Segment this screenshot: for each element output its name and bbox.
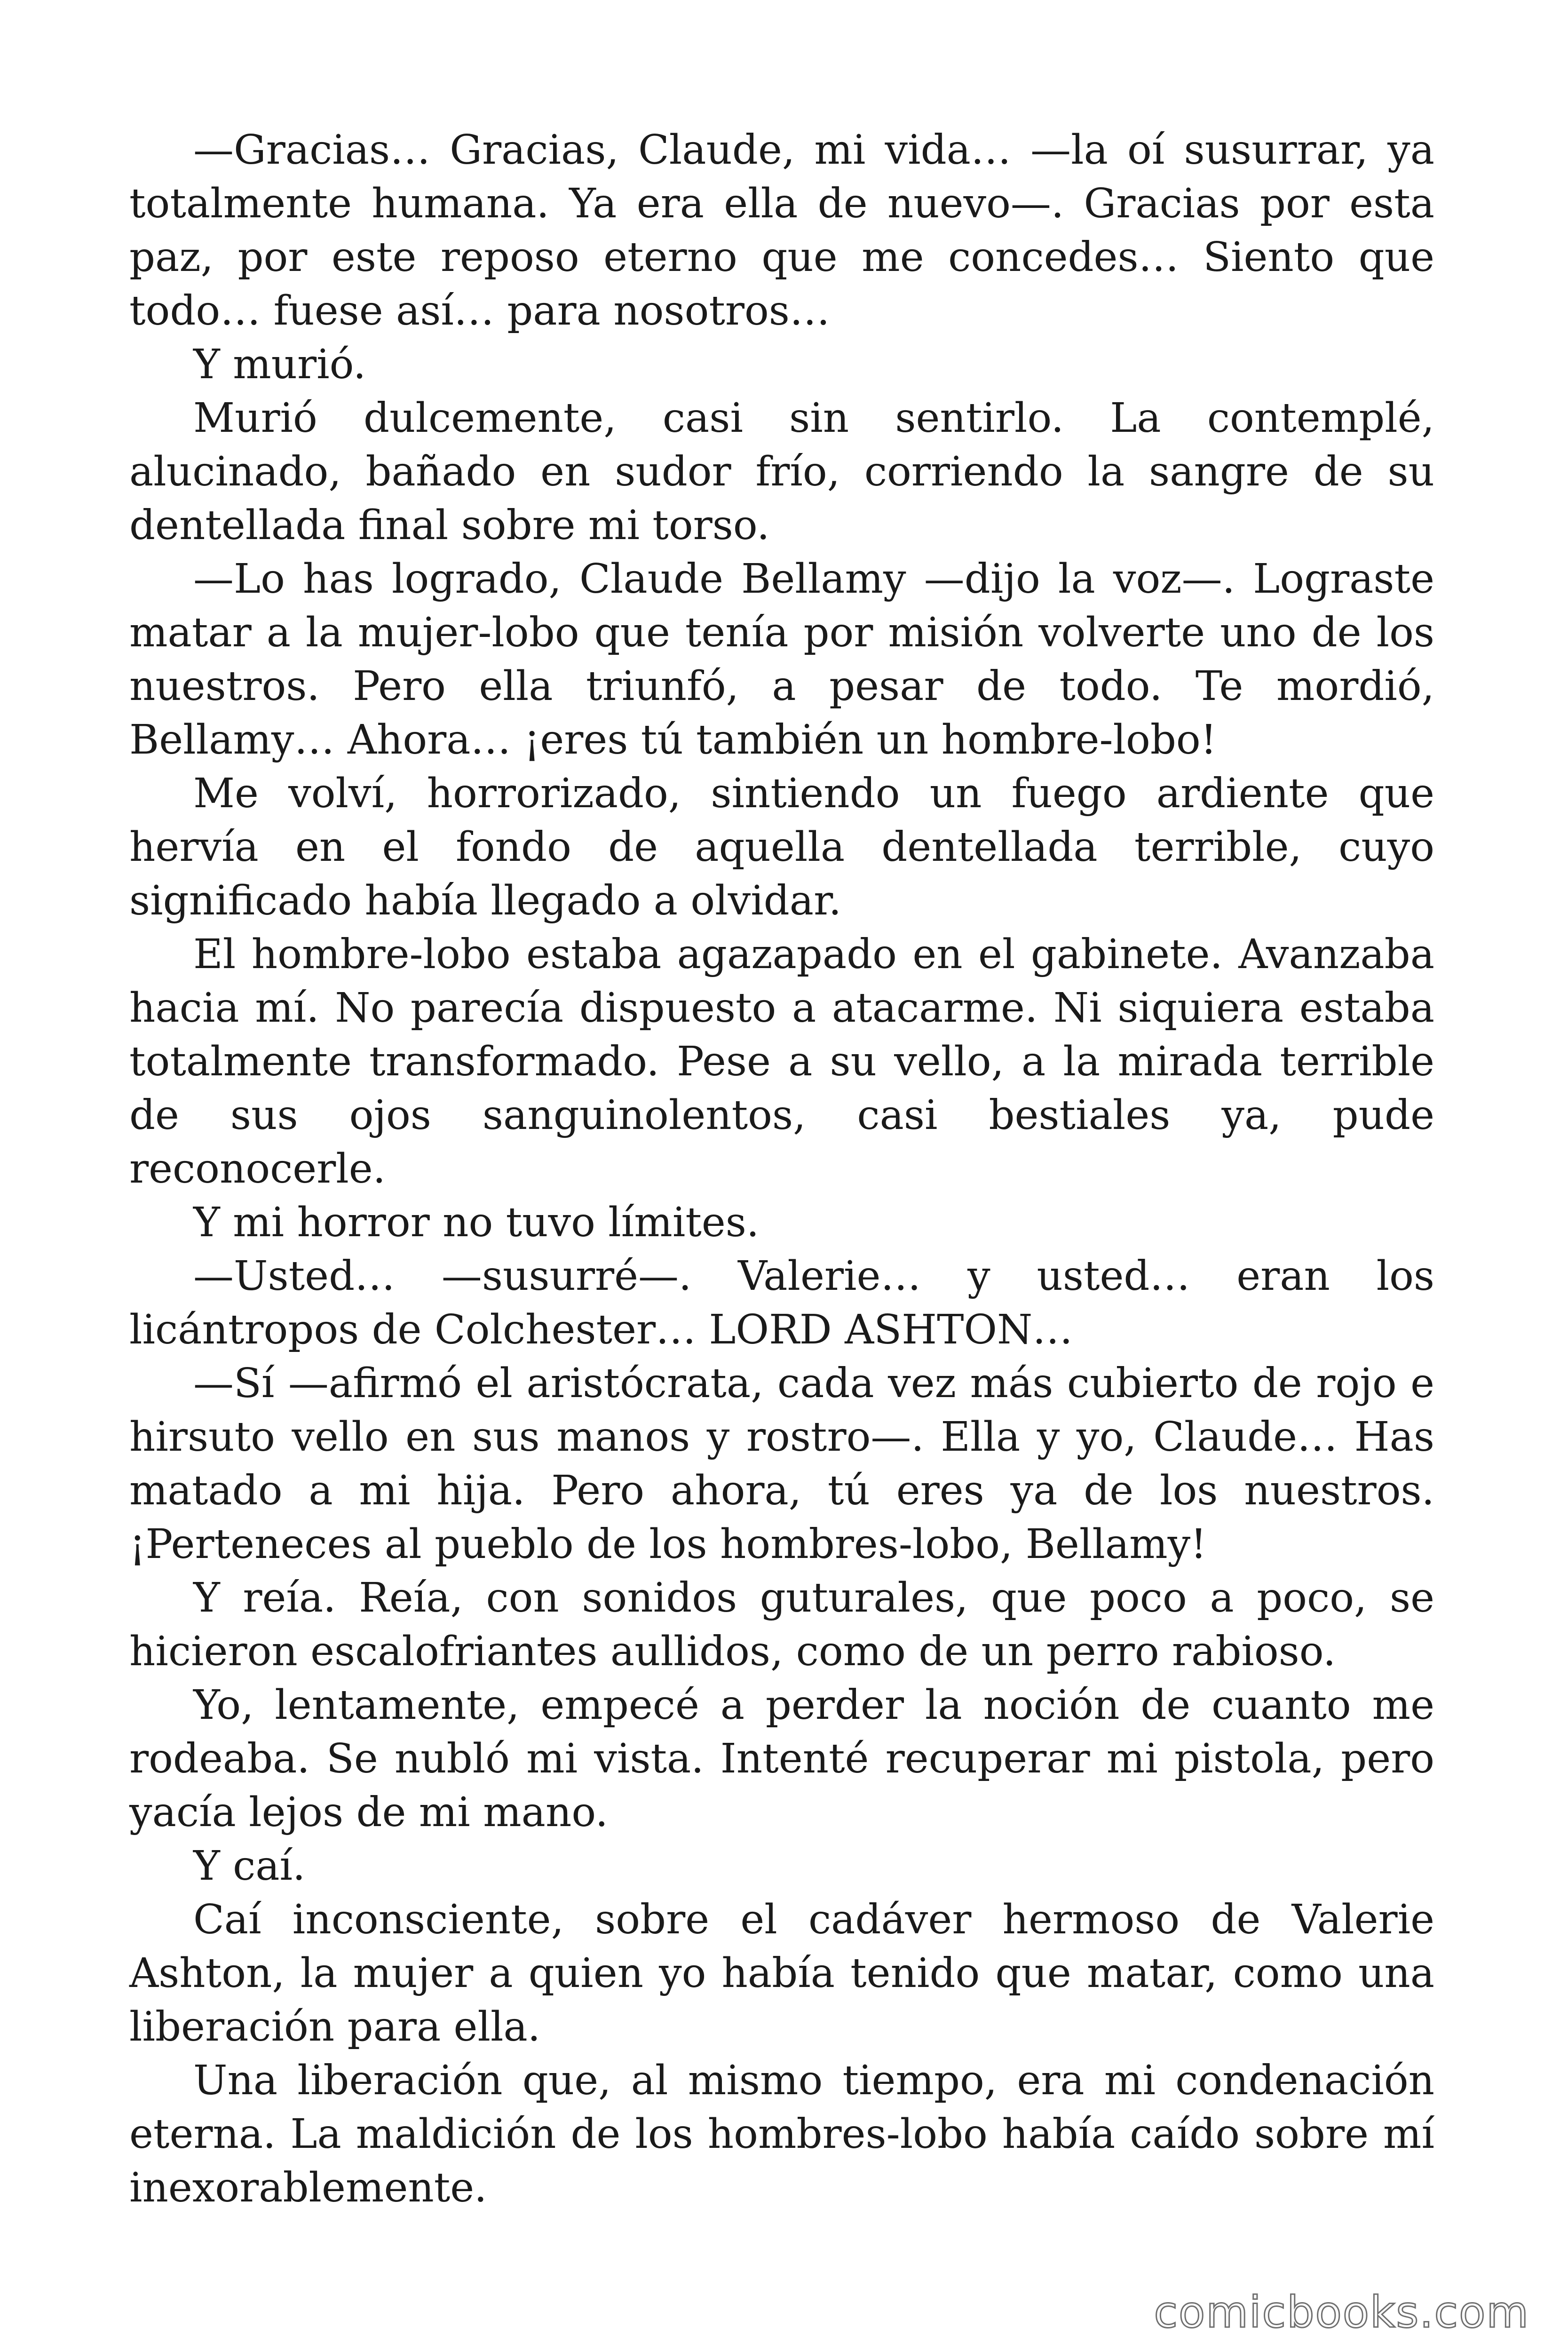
paragraph-8: —Usted… —susurré—. Valerie… y usted… eran los licántropos de Colchester… LORD ASHTON… [129, 1253, 1434, 1353]
paragraph-7: Y mi horror no tuvo límites. [193, 1199, 760, 1246]
paragraph-1: —Gracias… Gracias, Claude, mi vida… —la oí susurrar, ya totalmente humana. Ya era ella de nuevo—. Gracias por esta paz, por este reposo eterno que me concedes… Siento que todo… fuese así… para nosotros… [129, 127, 1434, 334]
paragraph-9: —Sí —afirmó el aristócrata, cada vez más cubierto de rojo e hirsuto vello en sus manos y rostro—. Ella y yo, Claude… Has matado a mi hija. Pero ahora, tú eres ya de los nuestros. ¡Perteneces al pueblo de los hombres-lobo, Bellamy! [129, 1360, 1434, 1568]
paragraph-5: Me volví, horrorizado, sintiendo un fuego ardiente que hervía en el fondo de aquella dentellada terrible, cuyo significado había llegado a olvidar. [129, 770, 1434, 924]
paragraph-13: Caí inconsciente, sobre el cadáver hermoso de Valerie Ashton, la mujer a quien yo había tenido que matar, como una liberación para ella. [129, 1896, 1434, 2050]
body-text [129, 123, 1434, 2215]
paragraph-6: El hombre-lobo estaba agazapado en el gabinete. Avanzaba hacia mí. No parecía dispuesto a atacarme. Ni siquiera estaba totalmente transformado. Pese a su vello, a la mirada terrible de sus ojos sanguinolentos, casi bestiales ya, pude reconocerle. [129, 931, 1434, 1192]
paragraph-2: Y murió. [193, 341, 366, 388]
paragraph-4: —Lo has logrado, Claude Bellamy —dijo la voz—. Lograste matar a la mujer-lobo que tenía por misión volverte uno de los nuestros. Pero ella triunfó, a pesar de todo. Te mordió, Bellamy… Ahora… ¡eres tú también un hombre-lobo! [129, 556, 1434, 763]
paragraph-10: Y reía. Reía, con sonidos guturales, que poco a poco, se hicieron escalofriantes aullidos, como de un perro rabioso. [129, 1574, 1434, 1675]
paragraph-14: Una liberación que, al mismo tiempo, era mi condenación eterna. La maldición de los hombres-lobo había caído sobre mí inexorablemente. [129, 2057, 1434, 2211]
paragraph-12: Y caí. [193, 1843, 306, 1890]
paragraph-3: Murió dulcemente, casi sin sentirlo. La contemplé, alucinado, bañado en sudor frío, corriendo la sangre de su dentellada final sobre mi torso. [129, 395, 1434, 549]
watermark: comicbooks.com [1154, 2287, 1529, 2337]
paragraph-11: Yo, lentamente, empecé a perder la noción de cuanto me rodeaba. Se nubló mi vista. Intenté recuperar mi pistola, pero yacía lejos de mi mano. [129, 1682, 1434, 1836]
